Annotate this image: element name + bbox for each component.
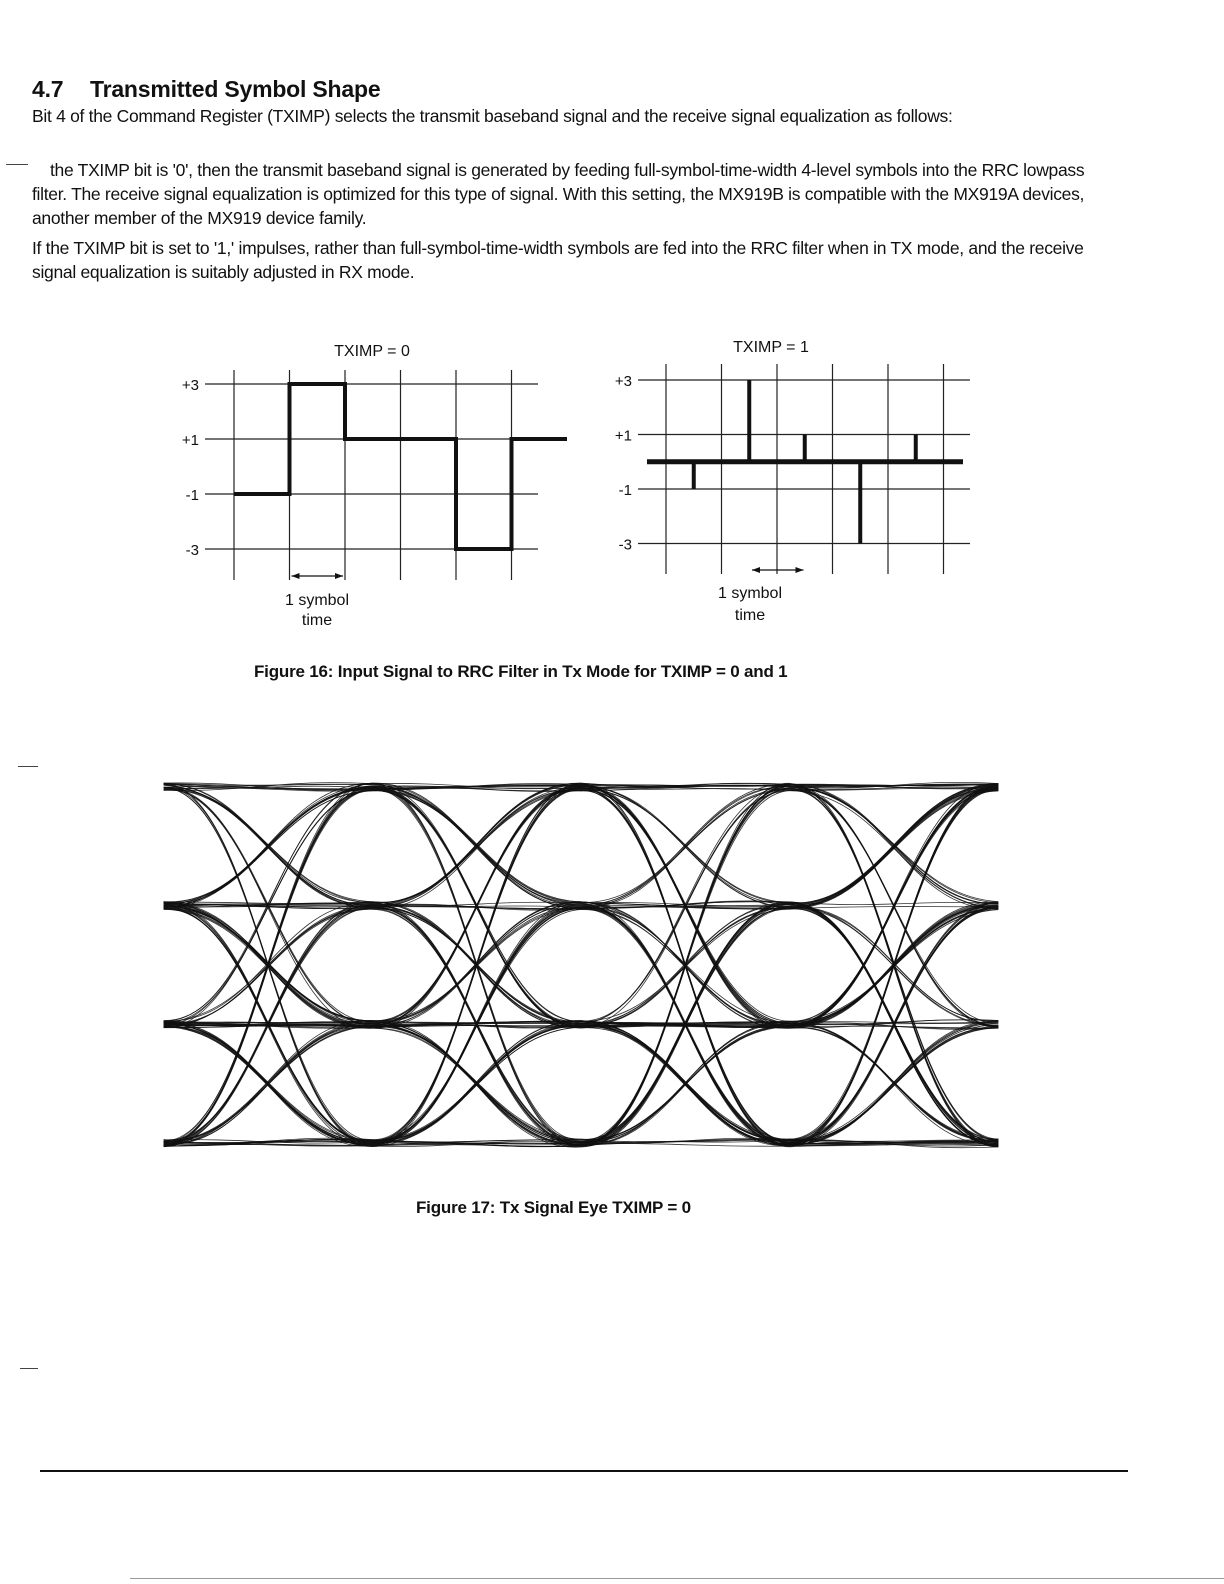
- eye-trace: [164, 783, 999, 1145]
- symbol-time-label-line1: 1 symbol: [717, 585, 783, 602]
- eye-trace: [164, 788, 999, 1146]
- eye-trace: [164, 784, 999, 1146]
- eye-trace: [164, 784, 999, 1144]
- eye-trace: [164, 786, 999, 1142]
- eye-diagram: [268, 775, 894, 1155]
- eye-trace: [164, 785, 999, 1146]
- section-heading: [32, 76, 380, 103]
- eye-trace: [164, 783, 999, 1145]
- eye-trace: [164, 787, 999, 1144]
- arrow-head-right: [796, 567, 804, 573]
- eye-trace: [164, 783, 999, 1143]
- bottom-edge-rule: [130, 1578, 1224, 1579]
- eye-trace: [164, 902, 999, 1024]
- arrow-head-left: [292, 573, 300, 579]
- eye-trace: [164, 785, 999, 1146]
- figure17-caption: Figure 17: Tx Signal Eye TXIMP = 0: [416, 1198, 691, 1217]
- arrow-head-left: [752, 567, 760, 573]
- section-number: 4.7: [32, 76, 64, 102]
- eye-trace: [164, 788, 999, 1145]
- eye-trace: [164, 783, 999, 1140]
- eye-trace: [164, 785, 999, 1142]
- eye-trace: [164, 788, 999, 1142]
- eye-trace: [164, 786, 999, 1144]
- paragraph-tximp-1: If the TXIMP bit is set to '1,' impulses, rather than full-symbol-time-width symbols are fed into the RRC filter when in TX mode, and the receive signal equalization is suitably adjusted in RX mode.: [32, 238, 1084, 282]
- eye-trace: [164, 787, 999, 1144]
- arrow-head-right: [335, 573, 343, 579]
- paragraph-tximp-0: the TXIMP bit is '0', then the transmit baseband signal is generated by feeding full-symbol-time-width 4-level symbols into the RRC lowpass filter. The receive signal equalization is optimized for this type of signal. With this setting, the MX919B is compatible with the MX919A devices, another member of the MX919 device family.: [32, 160, 1085, 228]
- eye-trace: [164, 784, 999, 1144]
- eye-trace: [164, 787, 999, 1147]
- eye-trace: [164, 788, 999, 1145]
- y-tick-label: +1: [181, 432, 199, 449]
- symbol-time-arrow: [752, 567, 804, 573]
- eye-trace: [164, 786, 999, 1144]
- eye-trace: [164, 790, 999, 1144]
- symbol-time-arrow: [292, 573, 344, 579]
- symbol-time-label-line2: time: [734, 607, 766, 624]
- footer-rule: [40, 1470, 1128, 1472]
- eye-trace: [164, 784, 999, 1143]
- eye-trace: [164, 788, 999, 1145]
- chart-tximp-1: [595, 330, 995, 630]
- eye-trace: [164, 791, 999, 1146]
- eye-trace: [164, 905, 999, 1029]
- eye-trace: [164, 783, 999, 1142]
- eye-trace: [164, 786, 999, 1144]
- eye-trace: [164, 788, 999, 1147]
- impulse-waveform: [647, 380, 963, 544]
- eye-trace: [164, 789, 999, 1146]
- eye-trace: [164, 788, 999, 1146]
- section-title: Transmitted Symbol Shape: [90, 76, 381, 102]
- eye-trace: [164, 787, 999, 1147]
- eye-trace: [164, 787, 999, 1143]
- eye-trace: [164, 788, 999, 1146]
- eye-trace: [164, 790, 999, 1147]
- y-tick-label: -1: [185, 487, 199, 504]
- eye-trace: [164, 785, 999, 1143]
- eye-trace: [164, 783, 999, 1140]
- eye-trace: [164, 783, 999, 1145]
- eye-trace: [164, 787, 999, 1143]
- eye-trace: [164, 788, 999, 1140]
- eye-trace: [164, 790, 999, 1142]
- y-tick-label: +3: [181, 377, 199, 394]
- eye-trace: [164, 791, 999, 1141]
- eye-trace: [164, 784, 999, 1147]
- eye-trace: [164, 907, 999, 1027]
- eye-trace: [164, 782, 999, 1143]
- eye-trace: [164, 791, 999, 1142]
- eye-trace: [164, 784, 999, 1140]
- y-tick-label: -1: [618, 482, 632, 499]
- eye-trace: [164, 789, 999, 1147]
- grid: [638, 364, 970, 574]
- eye-trace: [164, 786, 999, 1144]
- eye-trace: [164, 787, 999, 1144]
- y-tick-label: +3: [614, 373, 632, 390]
- y-tick-label: +1: [614, 427, 632, 445]
- eye-trace: [164, 789, 999, 1144]
- eye-traces: [164, 782, 999, 1147]
- eye-trace: [164, 787, 999, 1141]
- eye-trace: [164, 784, 999, 1143]
- y-tick-label: -3: [185, 542, 199, 559]
- eye-trace: [164, 1024, 999, 1144]
- figure16-caption: Figure 16: Input Signal to RRC Filter in Tx Mode for TXIMP = 0 and 1: [254, 662, 788, 681]
- eye-trace: [164, 787, 999, 1140]
- eye-trace: [164, 790, 999, 1144]
- paragraph-intro: Bit 4 of the Command Register (TXIMP) selects the transmit baseband signal and the receive signal equalization as follows:: [32, 106, 953, 126]
- eye-trace: [164, 784, 999, 1146]
- eye-trace: [164, 788, 999, 1146]
- eye-trace: [164, 1021, 999, 1145]
- scan-mark: [18, 766, 38, 767]
- eye-trace: [164, 783, 999, 1142]
- eye-trace: [164, 784, 999, 1146]
- eye-trace: [164, 784, 999, 1146]
- scan-mark: [6, 164, 28, 165]
- eye-trace: [164, 783, 999, 1144]
- eye-trace: [164, 783, 999, 909]
- chart-title: TXIMP = 0: [334, 343, 410, 360]
- eye-trace: [164, 1021, 999, 1143]
- eye-trace: [164, 787, 999, 1146]
- scan-mark: [20, 1368, 38, 1369]
- eye-trace: [164, 788, 999, 1143]
- eye-trace: [164, 790, 999, 1146]
- eye-trace: [164, 788, 999, 1143]
- eye-trace: [164, 787, 999, 1146]
- eye-trace: [164, 788, 999, 1141]
- y-tick-label: -3: [618, 536, 632, 554]
- eye-trace: [164, 786, 999, 1143]
- eye-trace: [164, 788, 999, 1142]
- eye-trace: [164, 785, 999, 1146]
- eye-trace: [164, 787, 999, 1144]
- eye-trace: [164, 789, 999, 1147]
- symbol-time-label-line1: 1 symbol: [284, 592, 350, 609]
- eye-trace: [164, 786, 999, 907]
- y-tick-labels: [615, 373, 632, 554]
- eye-trace: [164, 788, 999, 1141]
- eye-trace: [164, 785, 999, 1145]
- eye-trace: [164, 789, 999, 1141]
- eye-trace: [164, 788, 999, 1148]
- eye-trace: [164, 789, 999, 1144]
- eye-trace: [164, 784, 999, 1143]
- chart-title: TXIMP = 1: [733, 339, 809, 356]
- eye-trace: [164, 1022, 999, 1141]
- chart-tximp-0: [160, 330, 560, 630]
- eye-trace: [164, 787, 999, 1147]
- eye-trace: [164, 790, 999, 1146]
- y-tick-labels: [182, 377, 199, 559]
- eye-trace: [164, 785, 999, 1144]
- eye-trace: [164, 790, 999, 1146]
- eye-trace: [164, 790, 999, 1142]
- eye-trace: [164, 787, 999, 1147]
- eye-trace: [164, 784, 999, 1146]
- symbol-time-label-line2: time: [301, 612, 333, 629]
